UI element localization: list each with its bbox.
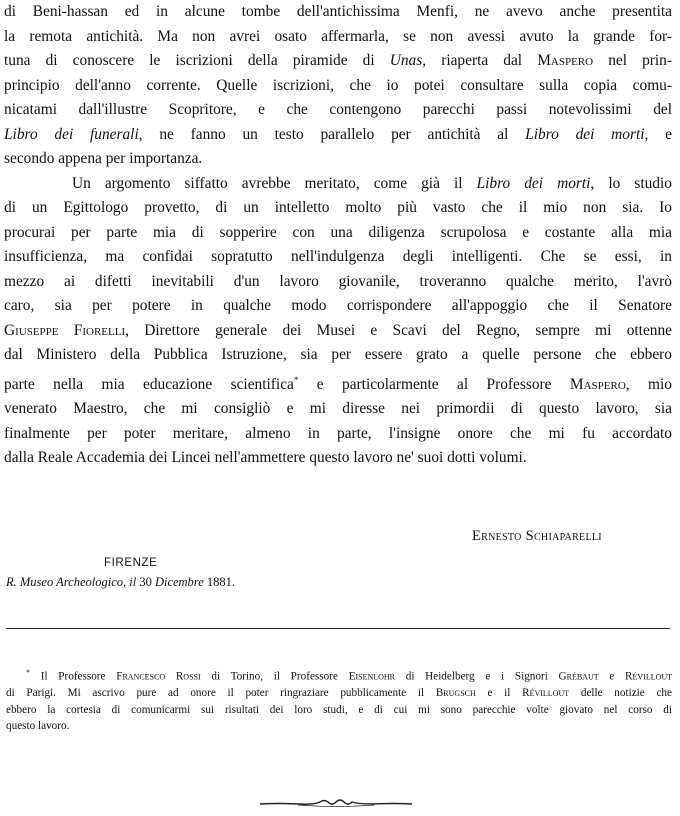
footnote-line bbox=[6, 665, 672, 685]
text-line: dalla Reale Accademia dei Lincei nell'ammettere questo lavoro ne' suoi dotti volumi. bbox=[4, 449, 527, 467]
footnote-marker[interactable]: * bbox=[293, 374, 299, 385]
place-name: FIRENZE bbox=[104, 557, 158, 569]
name-maspero: Maspero bbox=[537, 52, 594, 69]
end-ornament-icon bbox=[258, 796, 414, 810]
text-line: nicatami dall'illustre Scopritore, e che contengono parecchi passi notevolissimi del bbox=[4, 101, 672, 118]
footnote-mark: * bbox=[26, 668, 30, 677]
text-line: mezzo ai difetti inevitabili d'un lavoro giovanile, troveranno qualche merito, l'avrò bbox=[4, 272, 672, 290]
italic-libro-morti: Libro dei morti bbox=[525, 125, 645, 143]
text-line: caro, sia per potere in qualche modo corrispondere all'appoggio che il Senatore bbox=[4, 297, 672, 314]
name-francesco-rossi: Francesco Rossi bbox=[116, 670, 201, 683]
text-line: dal Ministero della Pubblica Istruzione, sia per essere grato a quelle persone che ebbero bbox=[4, 346, 672, 363]
text-fragment: e bbox=[609, 670, 615, 683]
name-revillout: Révillout bbox=[625, 670, 673, 683]
text-line: la remota antichità. Ma non avrei osato affermarla, se non avessi avuto la grande for- bbox=[4, 27, 672, 45]
date-day: 30 bbox=[139, 575, 152, 589]
text-fragment: Il Professore bbox=[40, 670, 106, 683]
text-fragment: , riaperta dal bbox=[422, 52, 523, 69]
text-fragment: di Torino, il Professore bbox=[211, 670, 338, 683]
text-fragment: Un argomento siffatto avrebbe meritato, come già il bbox=[72, 174, 463, 192]
footnote-line bbox=[6, 685, 672, 702]
text-fragment: e particolarmente al Professore bbox=[316, 375, 552, 393]
text-fragment: delle notizie che bbox=[580, 687, 672, 700]
text-fragment: di Parigi. Mi ascrivo pure ad onore il poter ringraziare pubblicamente il bbox=[6, 687, 425, 700]
name-revillout: Révillout bbox=[522, 687, 570, 700]
footnote bbox=[6, 665, 672, 735]
footnote-line: questo lavoro. bbox=[6, 720, 70, 733]
name-eisenlohr: Eisenlohr bbox=[348, 670, 396, 683]
text-fragment: tuna di conoscere le iscrizioni della piramide di bbox=[4, 52, 375, 69]
name-brugsch: Brugsch bbox=[435, 687, 476, 700]
text-fragment: , lo studio bbox=[590, 174, 672, 192]
date-month: Dicembre bbox=[154, 575, 204, 589]
footnote-line: ebbero la cortesia di comunicarmi sui risultati dei loro studi, e di cui mi sono parecchie volte giovato nel corso di bbox=[6, 703, 672, 716]
paragraph-1 bbox=[4, 0, 672, 172]
text-line bbox=[4, 123, 672, 148]
text-line: venerato Maestro, che mi consigliò e mi diresse nei primordii di questo lavoro, sia bbox=[4, 400, 672, 418]
name-grebaut: Grébaut bbox=[558, 670, 599, 683]
text-line: principio dell'anno corrente. Quelle iscrizioni, che io potei consultare sulla copia comu- bbox=[4, 76, 672, 94]
text-fragment: , e bbox=[644, 125, 672, 143]
text-line bbox=[4, 368, 672, 398]
text-fragment: , mio bbox=[625, 375, 673, 393]
text-line: secondo appena per importanza. bbox=[4, 150, 203, 167]
footnote-separator bbox=[6, 628, 670, 629]
text-fragment: , Direttore generale dei Musei e Scavi del Regno, sempre mi ottenne bbox=[125, 321, 673, 339]
italic-libro-morti: Libro dei morti bbox=[476, 174, 591, 192]
text-fragment: parte nella mia educazione scientifica bbox=[4, 375, 294, 393]
text-line: di un Egittologo provetto, di un intelletto molto più vasto che il mio non sia. Io bbox=[4, 199, 672, 216]
paragraph-2 bbox=[4, 172, 672, 471]
text-line bbox=[4, 172, 672, 197]
author-signature: Ernesto Schiaparelli bbox=[472, 528, 602, 544]
text-line: insufficienza, ma confidai sopratutto nell'indulgenza degli intelligenti. Che se essi, in bbox=[4, 248, 672, 265]
date-year: 1881. bbox=[206, 575, 236, 589]
text-fragment: , ne fanno un testo parallelo per antichità al bbox=[138, 125, 509, 143]
italic-unas: Unas bbox=[389, 52, 423, 69]
text-line bbox=[4, 49, 672, 74]
text-fragment: e il bbox=[487, 687, 511, 700]
text-fragment: di Heidelberg e i Signori bbox=[405, 670, 548, 683]
text-line bbox=[4, 319, 672, 344]
dateline bbox=[6, 575, 235, 590]
name-maspero: Maspero bbox=[569, 375, 626, 393]
museum-name: R. Museo Archeologico, il bbox=[6, 575, 137, 589]
italic-libro-funerali: Libro dei funerali bbox=[4, 125, 139, 143]
text-line: di Beni-hassan ed in alcune tombe dell'antichissima Menfi, ne avevo anche presentita bbox=[4, 3, 672, 20]
preface-body bbox=[4, 0, 672, 471]
text-line: finalmente per poter meritare, almeno in parte, l'insigne onore che mi fu accordato bbox=[4, 424, 672, 442]
text-line: procurai per parte mia di sopperire con una diligenza scrupolosa e costante alla mia bbox=[4, 223, 672, 241]
text-fragment: nel prin- bbox=[608, 52, 673, 69]
name-giuseppe-fiorelli: Giuseppe Fiorelli bbox=[4, 321, 126, 339]
